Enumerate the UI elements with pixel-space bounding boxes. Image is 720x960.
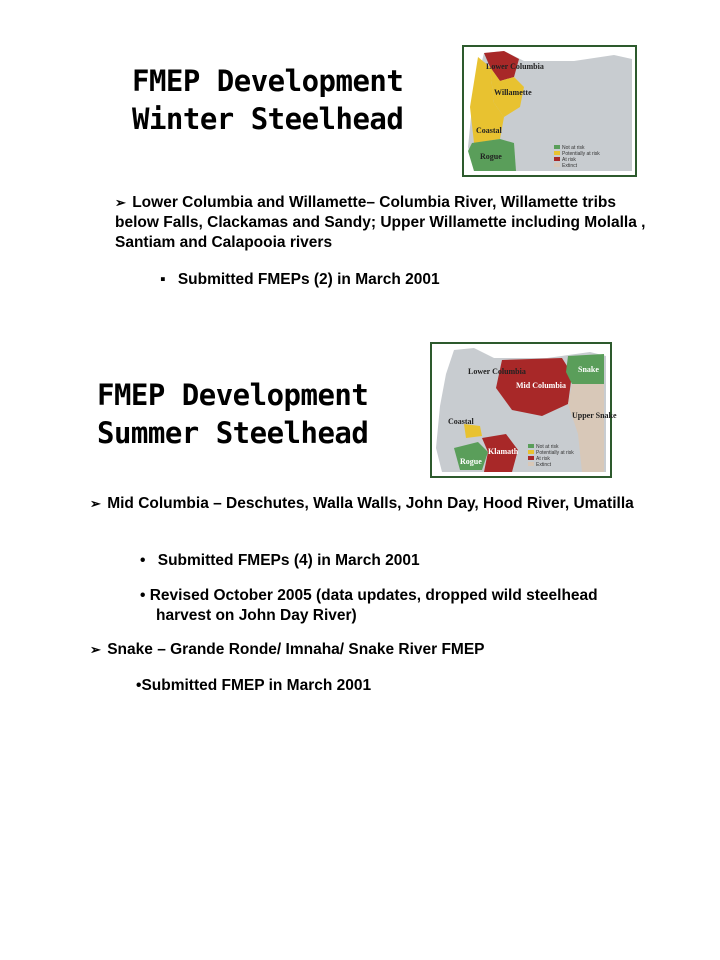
winter-title-line1: FMEP Development: [132, 64, 404, 98]
summer-map: [430, 342, 617, 478]
coastal-region: [464, 424, 482, 438]
winter-bullet-text: Lower Columbia and Willamette– Columbia River, Willamette tribs below Falls, Clackamas and Sandy; Upper Willamette including Molalla , Santiam and Calapooia rivers: [115, 194, 646, 251]
bullet-dot: •: [140, 587, 150, 604]
winter-title: [132, 62, 403, 138]
summer-title-line1: FMEP Development: [97, 378, 369, 412]
summer-title-line2: Summer Steelhead: [97, 416, 369, 450]
winter-legend-at-risk: At risk: [562, 157, 576, 163]
summer-legend-at-risk: At risk: [536, 456, 550, 462]
winter-map-label-lower-columbia: Lower Columbia: [486, 62, 544, 71]
winter-sub-submitted: [160, 270, 660, 290]
winter-title-line2: Winter Steelhead: [132, 102, 404, 136]
winter-sub-text: Submitted FMEPs (2) in March 2001: [177, 271, 440, 288]
summer-map-label-klamath: Klamath: [488, 447, 519, 456]
summer-sub-snake-submitted: [136, 676, 636, 696]
summer-bullet-mid-columbia: [90, 494, 680, 514]
bullet-dot: •: [136, 677, 142, 694]
summer-legend-not-at-risk: Not at risk: [536, 444, 559, 450]
winter-legend-extinct: Extinct: [562, 163, 578, 169]
summer-map-label-lower-columbia: Lower Columbia: [468, 367, 526, 376]
summer-sub3-text: Submitted FMEP in March 2001: [141, 677, 372, 694]
summer-sub1-text: Submitted FMEPs (4) in March 2001: [157, 552, 420, 569]
summer-map-label-snake: Snake: [578, 365, 599, 374]
summer-bullet-snake: [90, 640, 680, 660]
summer-map-label-mid-columbia: Mid Columbia: [516, 381, 567, 390]
summer-title: [97, 376, 368, 452]
summer-sub-submitted: [140, 551, 660, 571]
summer-map-label-upper-snake: Upper Snake: [572, 411, 617, 420]
summer-sub2-text: Revised October 2005 (data updates, dropped wild steelhead harvest on John Day River): [149, 587, 598, 624]
summer-bullet2-text: Snake – Grande Ronde/ Imnaha/ Snake River FMEP: [107, 641, 485, 658]
summer-map-label-rogue: Rogue: [460, 457, 482, 466]
winter-legend-potentially: Potentially at risk: [562, 151, 600, 157]
winter-map: [462, 45, 637, 177]
summer-sub-revised: [140, 586, 656, 626]
winter-map-label-rogue: Rogue: [480, 152, 502, 161]
summer-bullet1-text: Mid Columbia – Deschutes, Walla Walls, John Day, Hood River, Umatilla: [107, 495, 634, 512]
winter-bullet-lower-columbia: [115, 193, 655, 253]
summer-legend-potentially: Potentially at risk: [536, 450, 574, 456]
summer-map-label-coastal: Coastal: [448, 417, 474, 426]
winter-map-label-coastal: Coastal: [476, 126, 502, 135]
winter-map-label-willamette: Willamette: [494, 88, 532, 97]
winter-legend-not-at-risk: Not at risk: [562, 145, 585, 151]
summer-legend-extinct: Extinct: [536, 462, 552, 468]
